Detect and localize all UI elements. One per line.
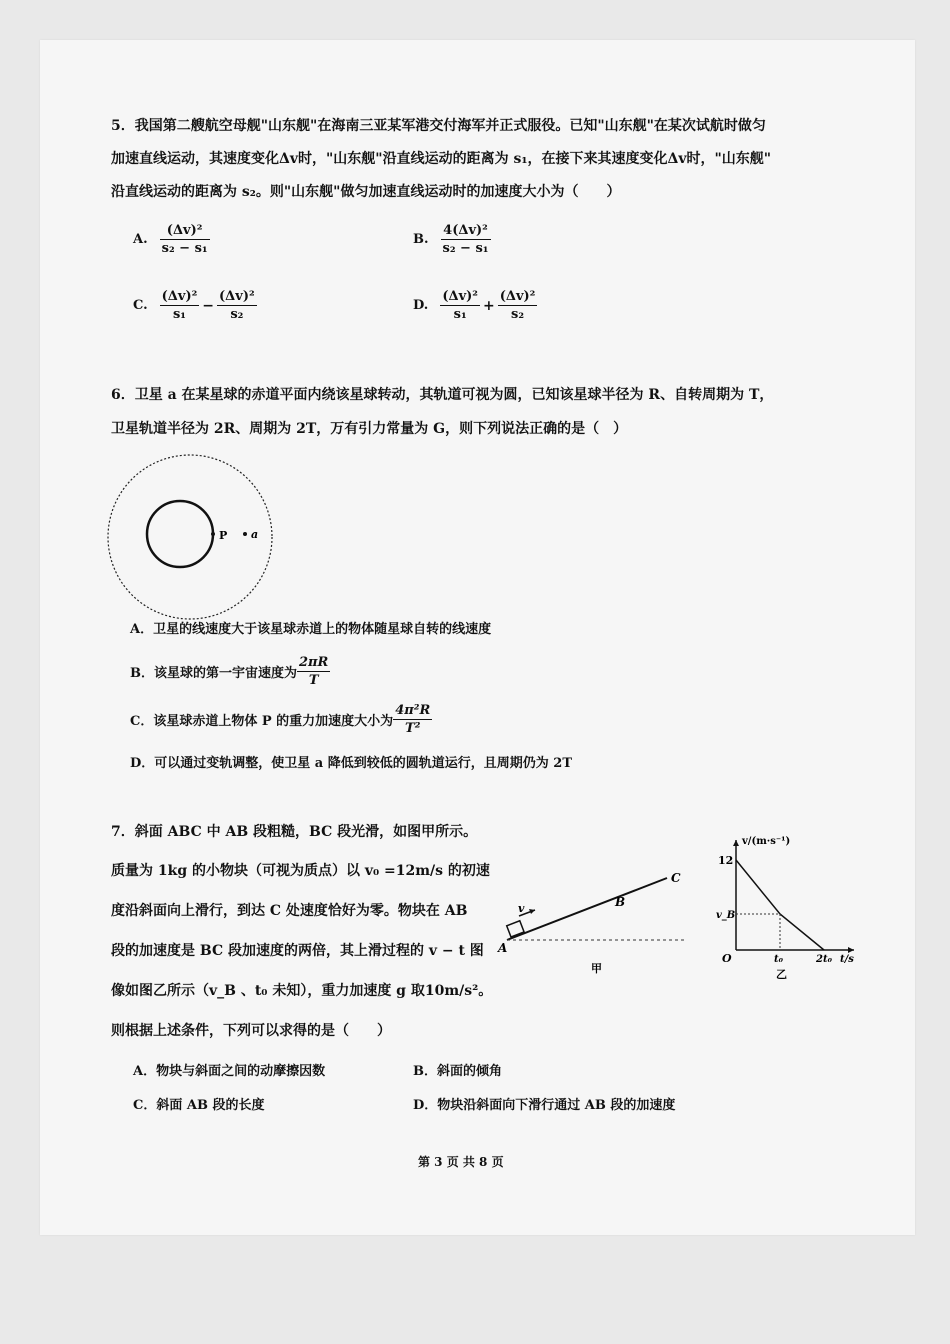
q5-option-d-operator: + — [482, 297, 495, 314]
orbit-figure — [100, 452, 280, 622]
q7-line-3: 度沿斜面向上滑行，到达 C 处速度恰好为零。物块在 AB — [111, 903, 468, 919]
q5-option-c[interactable] — [133, 288, 257, 323]
point-c-label: C — [671, 871, 681, 885]
q7-line-2: 质量为 1kg 的小物块（可视为质点）以 v₀ =12m/s 的初速 — [111, 863, 490, 879]
t0-tick: t₀ — [774, 954, 783, 965]
page-footer: 第 3 页 共 8 页 — [418, 1155, 504, 1169]
planet-circle — [147, 501, 213, 567]
q6-line-1: 6．卫星 a 在某星球的赤道平面内绕该星球转动，其轨道可视为圆，已知该星球半径为 R、自转周期为 T， — [111, 387, 774, 403]
q7-option-c[interactable]: C．斜面 AB 段的长度 — [133, 1098, 265, 1113]
t-axis-label: t/s — [840, 954, 854, 965]
q5-line-1: 5．我国第二艘航空母舰"山东舰"在海南三亚某军港交付海军并正式服役。已知"山东舰"在某次试航时做匀 — [111, 118, 766, 134]
vt-curve — [736, 860, 824, 950]
q5-line-3: 沿直线运动的距离为 s₂。则"山东舰"做匀加速直线运动时的加速度大小为（ ） — [111, 184, 621, 200]
v-axis-arrowhead — [733, 840, 739, 846]
q5-option-c-fraction-2: $\frac{\text{(Δv)²}}{\text{s₂}}$ — [219, 289, 255, 322]
origin-label: O — [722, 952, 732, 965]
figure-jia-caption: 甲 — [591, 962, 602, 975]
q6-option-b-fraction: $\frac{2\pi R}{T}$ — [299, 655, 329, 688]
q6-option-d[interactable]: D．可以通过变轨调整，使卫星 a 降低到较低的圆轨道运行，且周期仍为 2T — [130, 756, 572, 771]
q7-line-5: 像如图乙所示（v_B 、t₀ 未知），重力加速度 g 取10m/s²。 — [111, 983, 493, 999]
q5-option-d[interactable] — [413, 288, 537, 323]
point-b-label: B — [615, 895, 626, 909]
q5-option-b[interactable] — [413, 222, 491, 257]
q7-option-d[interactable]: D．物块沿斜面向下滑行通过 AB 段的加速度 — [413, 1098, 676, 1113]
q5-option-a[interactable] — [133, 222, 210, 257]
incline-line — [507, 878, 667, 940]
v-axis-label: v/(m·s⁻¹) — [742, 836, 791, 847]
q6-option-a[interactable]: A．卫星的线速度大于该星球赤道上的物体随星球自转的线速度 — [130, 622, 492, 637]
satellite-orbit — [108, 455, 272, 619]
satellite-a-label: a — [251, 528, 259, 541]
q5-option-a-label: A. — [133, 232, 148, 247]
q5-option-a-fraction: $\frac{\text{(Δv)²}}{\text{s₂ − s₁}}$ — [161, 223, 208, 256]
q7-line-4: 段的加速度是 BC 段加速度的两倍，其上滑过程的 v − t 图 — [111, 943, 484, 959]
q5-option-d-fraction-1: $\frac{\text{(Δv)²}}{\text{s₁}}$ — [442, 289, 478, 322]
q5-option-d-fraction-2: $\frac{\text{(Δv)²}}{\text{s₂}}$ — [499, 289, 536, 322]
vt-graph — [712, 830, 862, 980]
y-tick-12: 12 — [718, 854, 734, 867]
q7-line-1: 7．斜面 ABC 中 AB 段粗糙，BC 段光滑，如图甲所示。 — [111, 824, 478, 840]
q7-option-a[interactable]: A．物块与斜面之间的动摩擦因数 — [133, 1064, 326, 1079]
point-p-dot — [211, 532, 215, 536]
vb-tick: v_B — [716, 910, 736, 921]
q7-line-6: 则根据上述条件，下列可以求得的是（ ） — [111, 1023, 391, 1039]
point-p-label: P — [219, 529, 228, 542]
q5-option-d-label: D. — [413, 298, 429, 313]
q6-option-c-text: C．该星球赤道上物体 P 的重力加速度大小为 — [130, 714, 394, 729]
q6-option-b[interactable] — [130, 654, 330, 689]
velocity-label: v — [518, 902, 525, 915]
exam-sheet — [40, 40, 915, 1235]
q6-option-c[interactable] — [130, 702, 432, 737]
q7-option-b[interactable]: B．斜面的倾角 — [413, 1064, 502, 1079]
q6-option-b-text: B．该星球的第一宇宙速度为 — [130, 666, 297, 681]
q6-option-c-fraction: $\frac{\text{4π²R}}{\text{T²}}$ — [395, 703, 431, 736]
satellite-a-dot — [243, 532, 247, 536]
q5-option-c-operator: − — [202, 297, 215, 314]
figure-yi-caption: 乙 — [776, 968, 787, 980]
q5-option-c-fraction-1: $\frac{\text{(Δv)²}}{\text{s₁}}$ — [161, 289, 198, 322]
t-axis-arrowhead — [848, 947, 854, 953]
incline-figure — [495, 860, 705, 980]
q5-option-b-label: B. — [413, 232, 429, 247]
q5-option-c-label: C. — [133, 298, 148, 313]
point-a-label: A — [498, 941, 508, 955]
q5-option-b-fraction: $\frac{\text{4(Δv)²}}{\text{s₂ − s₁}}$ — [442, 223, 489, 256]
q5-line-2: 加速直线运动，其速度变化Δv时，"山东舰"沿直线运动的距离为 s₁，在接下来其速度变化Δv时，"山东舰" — [111, 151, 772, 167]
2t0-tick: 2t₀ — [816, 954, 832, 965]
q6-line-2: 卫星轨道半径为 2R、周期为 2T，万有引力常量为 G，则下列说法正确的是（ ） — [111, 421, 628, 437]
